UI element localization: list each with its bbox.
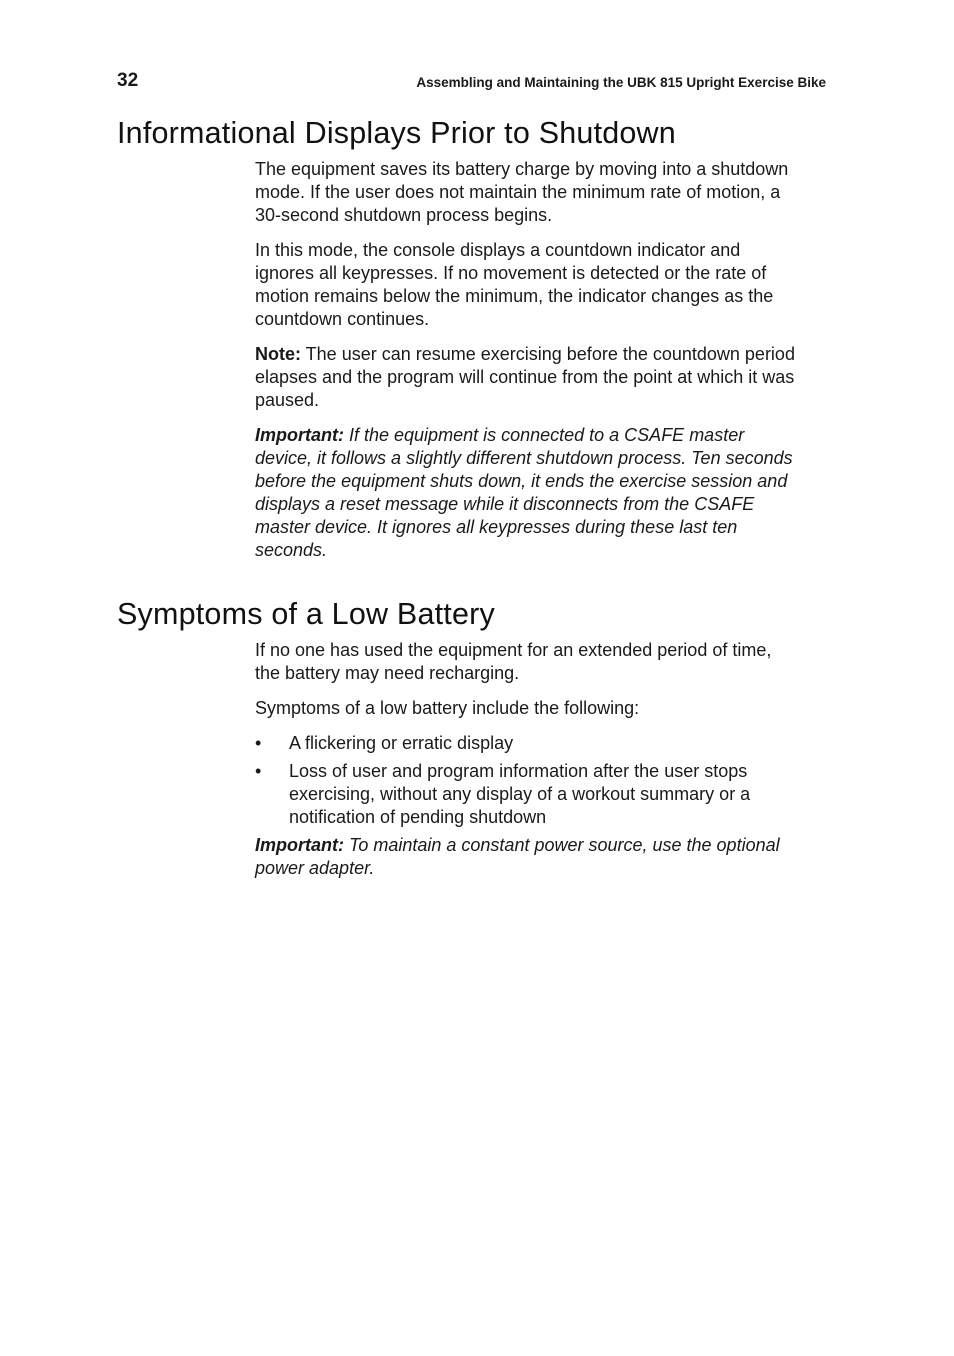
section-title-low-battery: Symptoms of a Low Battery: [117, 597, 495, 631]
paragraph: In this mode, the console displays a countdown indicator and ignores all keypresses. If no movement is detected or the rate of motion remains below the minimum, the indicator changes as the countdown continues.: [255, 240, 774, 329]
list-item: [255, 760, 800, 829]
important-text: If the equipment is connected to a CSAFE master device, it follows a slightly different shutdown process. Ten seconds before the equipment shuts down, it ends the exercise session and displays a reset message while it disconnects from the CSAFE master device. It ignores all keypresses during these last ten seconds.: [255, 425, 793, 560]
note-label: Note:: [255, 344, 301, 364]
section-title-shutdown: Informational Displays Prior to Shutdown: [117, 116, 676, 150]
symptom-list: [255, 732, 800, 829]
section-body-low-battery: [255, 639, 800, 892]
section-body-shutdown: [255, 158, 800, 574]
running-header: Assembling and Maintaining the UBK 815 Upright Exercise Bike: [416, 75, 826, 90]
note-text: The user can resume exercising before the countdown period elapses and the program will continue from the point at which it was paused.: [255, 344, 795, 410]
bullet-icon: •: [255, 761, 262, 781]
paragraph: The equipment saves its battery charge by moving into a shutdown mode. If the user does not maintain the minimum rate of motion, a 30-second shutdown process begins.: [255, 159, 789, 225]
important-text: To maintain a constant power source, use the optional power adapter.: [255, 835, 780, 878]
list-item-text: A flickering or erratic display: [289, 733, 514, 753]
important-label: Important:: [255, 425, 344, 445]
list-item: [255, 732, 800, 755]
list-item-text: Loss of user and program information after the user stops exercising, without any display of a workout summary or a notification of pending shutdown: [289, 761, 751, 827]
important-paragraph: [255, 834, 800, 880]
bullet-icon: •: [255, 733, 262, 753]
important-label: Important:: [255, 835, 344, 855]
paragraph: Symptoms of a low battery include the following:: [255, 698, 640, 718]
page-number: 32: [117, 70, 139, 91]
paragraph: If no one has used the equipment for an extended period of time, the battery may need recharging.: [255, 640, 772, 683]
important-paragraph: [255, 424, 800, 562]
note-paragraph: [255, 343, 800, 412]
